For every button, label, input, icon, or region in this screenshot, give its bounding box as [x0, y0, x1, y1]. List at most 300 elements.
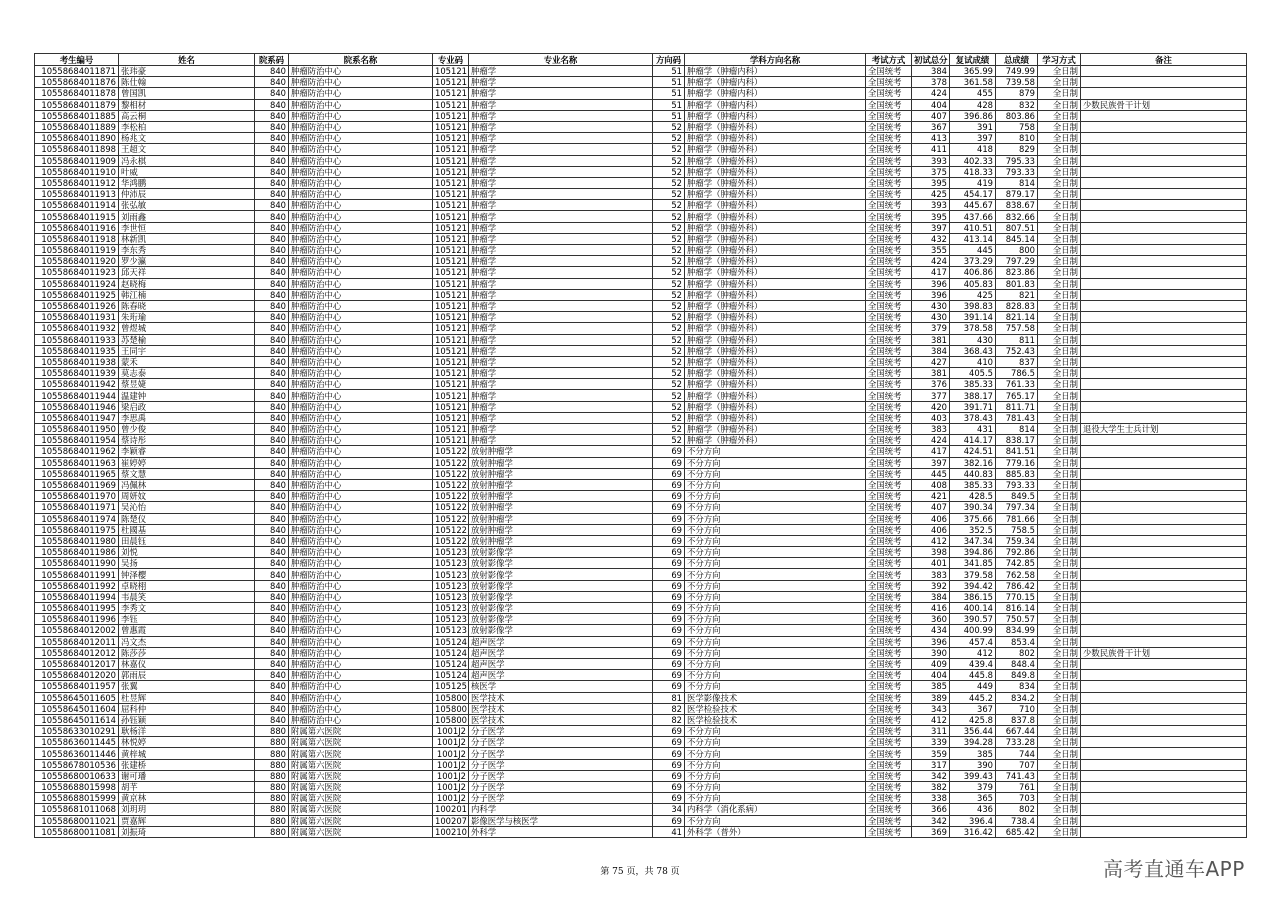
table-row [35, 591, 1247, 602]
table-cell: 840 [255, 446, 289, 457]
table-cell: 879.17 [996, 189, 1038, 200]
table-cell: 不分方向 [685, 759, 866, 770]
table-cell: 全日制 [1038, 513, 1081, 524]
table-cell: 全国统考 [866, 177, 912, 188]
table-cell: 医学检验技术 [685, 714, 866, 725]
table-cell: 10558684011931 [35, 312, 119, 323]
table-row [35, 524, 1247, 535]
table-row [35, 233, 1247, 244]
table-cell: 849.5 [996, 491, 1038, 502]
table-cell: 841.51 [996, 446, 1038, 457]
table-cell: 105121 [433, 412, 469, 423]
table-cell: 医学技术 [469, 703, 653, 714]
table-cell: 放射影像学 [469, 614, 653, 625]
table-cell: 1001J2 [433, 793, 469, 804]
table-cell [1081, 603, 1247, 614]
table-cell: 肿瘤防治中心 [289, 603, 433, 614]
table-cell: 肿瘤防治中心 [289, 580, 433, 591]
table-cell: 840 [255, 614, 289, 625]
table-cell: 肿瘤防治中心 [289, 323, 433, 334]
table-cell: 69 [653, 603, 685, 614]
table-cell: 肿瘤学（肿瘤外科） [685, 334, 866, 345]
table-cell: 840 [255, 703, 289, 714]
table-cell: 1001J2 [433, 748, 469, 759]
table-cell: 823.86 [996, 267, 1038, 278]
table-cell: 52 [653, 379, 685, 390]
table-cell: 医学影像技术 [685, 692, 866, 703]
table-cell: 全国统考 [866, 714, 912, 725]
table-cell: 放射影像学 [469, 625, 653, 636]
table-row [35, 457, 1247, 468]
table-cell: 105121 [433, 166, 469, 177]
table-row [35, 256, 1247, 267]
table-cell: 肿瘤学 [469, 334, 653, 345]
table-cell: 全日制 [1038, 424, 1081, 435]
table-cell [1081, 625, 1247, 636]
table-cell: 附属第六医院 [289, 737, 433, 748]
table-cell: 420 [912, 401, 950, 412]
table-cell: 840 [255, 491, 289, 502]
table-cell: 710 [996, 703, 1038, 714]
table-cell: 761 [996, 782, 1038, 793]
table-cell: 105121 [433, 424, 469, 435]
table-cell: 69 [653, 748, 685, 759]
table-cell: 全日制 [1038, 379, 1081, 390]
table-cell: 69 [653, 524, 685, 535]
table-cell: 全日制 [1038, 99, 1081, 110]
table-cell: 810 [996, 133, 1038, 144]
table-row [35, 647, 1247, 658]
table-cell: 全日制 [1038, 166, 1081, 177]
table-cell: 69 [653, 547, 685, 558]
table-cell: 449 [950, 681, 996, 692]
table-cell: 69 [653, 625, 685, 636]
table-cell: 1001J2 [433, 770, 469, 781]
table-cell: 105121 [433, 368, 469, 379]
table-cell: 刘雨鑫 [119, 211, 255, 222]
table-cell: 105121 [433, 289, 469, 300]
table-cell: 430 [950, 334, 996, 345]
table-cell: 全日制 [1038, 502, 1081, 513]
table-row [35, 300, 1247, 311]
table-cell: 385.33 [950, 379, 996, 390]
table-cell: 全国统考 [866, 424, 912, 435]
table-cell: 肿瘤学 [469, 289, 653, 300]
table-cell: 393 [912, 200, 950, 211]
table-cell: 105121 [433, 88, 469, 99]
table-row [35, 390, 1247, 401]
column-header: 专业名称 [469, 54, 653, 66]
table-cell: 391.71 [950, 401, 996, 412]
table-cell: 10558684011919 [35, 245, 119, 256]
table-cell: 不分方向 [685, 782, 866, 793]
table-cell: 肿瘤防治中心 [289, 356, 433, 367]
table-cell: 52 [653, 200, 685, 211]
table-cell: 全日制 [1038, 435, 1081, 446]
table-cell: 52 [653, 300, 685, 311]
table-row [35, 289, 1247, 300]
table-cell: 69 [653, 647, 685, 658]
table-cell: 10558684011871 [35, 66, 119, 77]
table-cell: 834.99 [996, 625, 1038, 636]
table-cell: 全日制 [1038, 703, 1081, 714]
table-cell: 404 [912, 670, 950, 681]
table-cell: 肿瘤学 [469, 379, 653, 390]
table-cell: 全日制 [1038, 200, 1081, 211]
table-cell: 369 [912, 826, 950, 837]
table-cell: 肿瘤学（肿瘤外科） [685, 200, 866, 211]
table-cell: 全日制 [1038, 580, 1081, 591]
table-cell: 冯文杰 [119, 636, 255, 647]
table-row [35, 345, 1247, 356]
table-cell: 407 [912, 502, 950, 513]
table-cell: 附属第六医院 [289, 748, 433, 759]
table-cell: 不分方向 [685, 670, 866, 681]
table-cell: 10558680011081 [35, 826, 119, 837]
table-row [35, 99, 1247, 110]
table-cell: 52 [653, 222, 685, 233]
table-cell: 曾惠霞 [119, 625, 255, 636]
table-cell: 412 [912, 714, 950, 725]
table-cell: 781.66 [996, 513, 1038, 524]
table-cell: 417 [912, 267, 950, 278]
table-cell: 69 [653, 491, 685, 502]
table-row [35, 121, 1247, 132]
table-cell: 105121 [433, 211, 469, 222]
table-cell: 853.4 [996, 636, 1038, 647]
table-cell: 10558684011975 [35, 524, 119, 535]
table-cell: 肿瘤防治中心 [289, 614, 433, 625]
table-cell: 1001J2 [433, 726, 469, 737]
table-cell: 肿瘤学 [469, 110, 653, 121]
table-cell: 52 [653, 256, 685, 267]
table-cell: 全国统考 [866, 603, 912, 614]
table-cell: 肿瘤学（肿瘤外科） [685, 300, 866, 311]
table-cell: 803.86 [996, 110, 1038, 121]
table-cell: 全日制 [1038, 289, 1081, 300]
table-cell: 全日制 [1038, 88, 1081, 99]
table-cell: 52 [653, 345, 685, 356]
table-cell: 52 [653, 177, 685, 188]
table-cell [1081, 558, 1247, 569]
table-cell: 69 [653, 658, 685, 669]
table-cell: 425 [950, 289, 996, 300]
table-row [35, 356, 1247, 367]
table-cell: 707 [996, 759, 1038, 770]
table-cell: 395 [912, 211, 950, 222]
table-cell: 全日制 [1038, 782, 1081, 793]
table-cell: 10558684011923 [35, 267, 119, 278]
column-header: 院系名称 [289, 54, 433, 66]
table-cell: 105122 [433, 513, 469, 524]
table-cell: 全日制 [1038, 737, 1081, 748]
table-cell: 413.14 [950, 233, 996, 244]
table-cell: 848.4 [996, 658, 1038, 669]
table-row [35, 222, 1247, 233]
table-cell: 100210 [433, 826, 469, 837]
table-cell: 全日制 [1038, 636, 1081, 647]
table-cell: 全日制 [1038, 233, 1081, 244]
table-cell: 52 [653, 144, 685, 155]
table-cell: 莫志泰 [119, 368, 255, 379]
table-cell: 880 [255, 737, 289, 748]
table-cell: 超声医学 [469, 658, 653, 669]
table-cell: 肿瘤防治中心 [289, 121, 433, 132]
table-cell: 413 [912, 133, 950, 144]
table-cell: 105121 [433, 77, 469, 88]
table-cell: 10558684011885 [35, 110, 119, 121]
table-cell: 肿瘤防治中心 [289, 211, 433, 222]
table-cell: 52 [653, 334, 685, 345]
table-cell: 全日制 [1038, 547, 1081, 558]
table-cell: 10558684011946 [35, 401, 119, 412]
column-header: 姓名 [119, 54, 255, 66]
table-cell: 李颖睿 [119, 446, 255, 457]
table-cell: 钟泽樱 [119, 569, 255, 580]
table-cell: 张弘敏 [119, 200, 255, 211]
table-cell: 807.51 [996, 222, 1038, 233]
table-cell: 840 [255, 155, 289, 166]
table-cell: 10558688015998 [35, 782, 119, 793]
table-cell [1081, 256, 1247, 267]
table-cell: 不分方向 [685, 770, 866, 781]
table-row [35, 658, 1247, 669]
table-cell: 385.33 [950, 479, 996, 490]
table-cell: 880 [255, 782, 289, 793]
table-cell: 全国统考 [866, 468, 912, 479]
table-cell: 全日制 [1038, 121, 1081, 132]
table-cell: 仲沛辰 [119, 189, 255, 200]
table-cell: 400.99 [950, 625, 996, 636]
table-cell: 840 [255, 312, 289, 323]
table-cell: 胡芊 [119, 782, 255, 793]
table-cell: 814 [996, 177, 1038, 188]
table-cell: 罗少瀛 [119, 256, 255, 267]
table-cell: 不分方向 [685, 636, 866, 647]
table-cell: 840 [255, 289, 289, 300]
table-cell: 379 [912, 323, 950, 334]
table-row [35, 267, 1247, 278]
table-cell: 394.42 [950, 580, 996, 591]
table-row [35, 278, 1247, 289]
table-row [35, 323, 1247, 334]
table-cell: 肿瘤防治中心 [289, 647, 433, 658]
table-cell: 105121 [433, 323, 469, 334]
table-cell: 10558684011990 [35, 558, 119, 569]
table-cell: 田晨钰 [119, 535, 255, 546]
table-cell: 陈莎莎 [119, 647, 255, 658]
table-cell: 曾煜城 [119, 323, 255, 334]
table-cell: 840 [255, 569, 289, 580]
table-cell: 845.14 [996, 233, 1038, 244]
table-cell: 800 [996, 245, 1038, 256]
table-cell: 全国统考 [866, 412, 912, 423]
table-cell: 全国统考 [866, 502, 912, 513]
table-cell: 医学检验技术 [685, 703, 866, 714]
page-number: 第 75 页，共 78 页 [600, 867, 680, 877]
table-cell: 396 [912, 636, 950, 647]
table-cell: 肿瘤防治中心 [289, 535, 433, 546]
table-cell: 840 [255, 390, 289, 401]
table-cell: 379 [950, 782, 996, 793]
table-row [35, 211, 1247, 222]
table-cell: 陈楚仪 [119, 513, 255, 524]
table-cell: 超声医学 [469, 636, 653, 647]
table-cell: 全日制 [1038, 535, 1081, 546]
table-cell: 69 [653, 759, 685, 770]
table-cell: 105122 [433, 468, 469, 479]
table-cell: 肿瘤防治中心 [289, 379, 433, 390]
table-cell: 核医学 [469, 681, 653, 692]
table-cell: 肿瘤防治中心 [289, 99, 433, 110]
table-cell: 全日制 [1038, 177, 1081, 188]
table-cell: 105121 [433, 233, 469, 244]
table-cell: 肿瘤防治中心 [289, 110, 433, 121]
table-cell: 389 [912, 692, 950, 703]
table-cell: 10558684011947 [35, 412, 119, 423]
table-cell [1081, 737, 1247, 748]
table-cell: 386.15 [950, 591, 996, 602]
table-cell: 蔡诗彤 [119, 435, 255, 446]
table-cell: 全国统考 [866, 256, 912, 267]
table-cell [1081, 714, 1247, 725]
table-cell: 全日制 [1038, 390, 1081, 401]
table-cell: 陈仕翰 [119, 77, 255, 88]
table-cell: 肿瘤防治中心 [289, 658, 433, 669]
table-cell: 840 [255, 133, 289, 144]
table-cell: 李东秀 [119, 245, 255, 256]
table-cell: 69 [653, 726, 685, 737]
table-cell: 383 [912, 424, 950, 435]
table-cell: 359 [912, 748, 950, 759]
table-cell: 840 [255, 256, 289, 267]
table-cell: 肿瘤学（肿瘤外科） [685, 211, 866, 222]
table-cell: 肿瘤学 [469, 424, 653, 435]
table-cell: 叶威 [119, 166, 255, 177]
column-header: 方向码 [653, 54, 685, 66]
table-cell: 邱天祥 [119, 267, 255, 278]
table-cell: 838.67 [996, 200, 1038, 211]
table-cell: 412 [912, 535, 950, 546]
table-cell: 105121 [433, 200, 469, 211]
table-cell: 少数民族骨干计划 [1081, 99, 1247, 110]
table-cell: 李世恒 [119, 222, 255, 233]
table-cell: 1001J2 [433, 759, 469, 770]
table-cell: 10558684011913 [35, 189, 119, 200]
table-cell: 刘玥玥 [119, 804, 255, 815]
table-cell: 400.14 [950, 603, 996, 614]
table-cell [1081, 144, 1247, 155]
table-cell: 10558684011962 [35, 446, 119, 457]
table-cell: 肿瘤防治中心 [289, 524, 433, 535]
table-cell: 741.43 [996, 770, 1038, 781]
table-cell: 81 [653, 692, 685, 703]
table-cell: 放射肿瘤学 [469, 457, 653, 468]
table-cell: 424 [912, 256, 950, 267]
table-cell: 苏楚榆 [119, 334, 255, 345]
table-cell: 840 [255, 278, 289, 289]
table-cell: 105121 [433, 110, 469, 121]
table-cell: 10558684012011 [35, 636, 119, 647]
table-cell: 肿瘤学（肿瘤外科） [685, 177, 866, 188]
table-cell [1081, 692, 1247, 703]
table-cell: 10558680011021 [35, 815, 119, 826]
table-cell: 赵晓梅 [119, 278, 255, 289]
table-cell: 全日制 [1038, 133, 1081, 144]
table-row [35, 614, 1247, 625]
table-cell: 肿瘤学（肿瘤外科） [685, 155, 866, 166]
table-cell: 放射影像学 [469, 547, 653, 558]
table-cell: 105124 [433, 647, 469, 658]
table-cell: 840 [255, 356, 289, 367]
table-cell: 10558684012002 [35, 625, 119, 636]
table-cell: 408 [912, 479, 950, 490]
table-cell: 全日制 [1038, 457, 1081, 468]
table-cell: 397 [950, 133, 996, 144]
table-cell: 全日制 [1038, 647, 1081, 658]
table-cell: 840 [255, 66, 289, 77]
table-cell: 100207 [433, 815, 469, 826]
table-cell: 832.66 [996, 211, 1038, 222]
table-cell: 10558636011446 [35, 748, 119, 759]
table-cell: 405.5 [950, 368, 996, 379]
table-cell: 685.42 [996, 826, 1038, 837]
table-cell: 457.4 [950, 636, 996, 647]
table-cell: 肿瘤防治中心 [289, 189, 433, 200]
table-cell: 肿瘤学 [469, 177, 653, 188]
table-row [35, 88, 1247, 99]
table-cell [1081, 222, 1247, 233]
table-cell [1081, 479, 1247, 490]
table-cell: 曾少俊 [119, 424, 255, 435]
table-cell: 840 [255, 681, 289, 692]
table-cell: 69 [653, 782, 685, 793]
table-cell: 全日制 [1038, 826, 1081, 837]
table-cell: 69 [653, 815, 685, 826]
table-cell: 肿瘤学 [469, 435, 653, 446]
table-row [35, 110, 1247, 121]
table-cell: 肿瘤学（肿瘤外科） [685, 435, 866, 446]
table-cell: 424.51 [950, 446, 996, 457]
table-cell: 肿瘤防治中心 [289, 77, 433, 88]
table-row [35, 547, 1247, 558]
table-cell [1081, 457, 1247, 468]
table-cell: 880 [255, 793, 289, 804]
table-cell: 105121 [433, 144, 469, 155]
table-cell: 全日制 [1038, 815, 1081, 826]
table-cell: 10558684011920 [35, 256, 119, 267]
table-cell: 821.14 [996, 312, 1038, 323]
table-cell: 445 [950, 245, 996, 256]
table-cell: 10558684011939 [35, 368, 119, 379]
table-cell [1081, 121, 1247, 132]
table-cell: 肿瘤防治中心 [289, 424, 433, 435]
table-cell: 69 [653, 636, 685, 647]
table-cell: 张翼 [119, 681, 255, 692]
table-cell: 肿瘤学 [469, 155, 653, 166]
table-cell [1081, 245, 1247, 256]
table-row [35, 368, 1247, 379]
table-cell: 肿瘤防治中心 [289, 155, 433, 166]
table-cell: 840 [255, 211, 289, 222]
table-cell: 全日制 [1038, 793, 1081, 804]
table-cell: 肿瘤学 [469, 121, 653, 132]
table-cell: 蔡文慧 [119, 468, 255, 479]
table-cell: 52 [653, 368, 685, 379]
table-cell: 肿瘤学 [469, 166, 653, 177]
table-cell: 全日制 [1038, 144, 1081, 155]
table-cell: 52 [653, 121, 685, 132]
